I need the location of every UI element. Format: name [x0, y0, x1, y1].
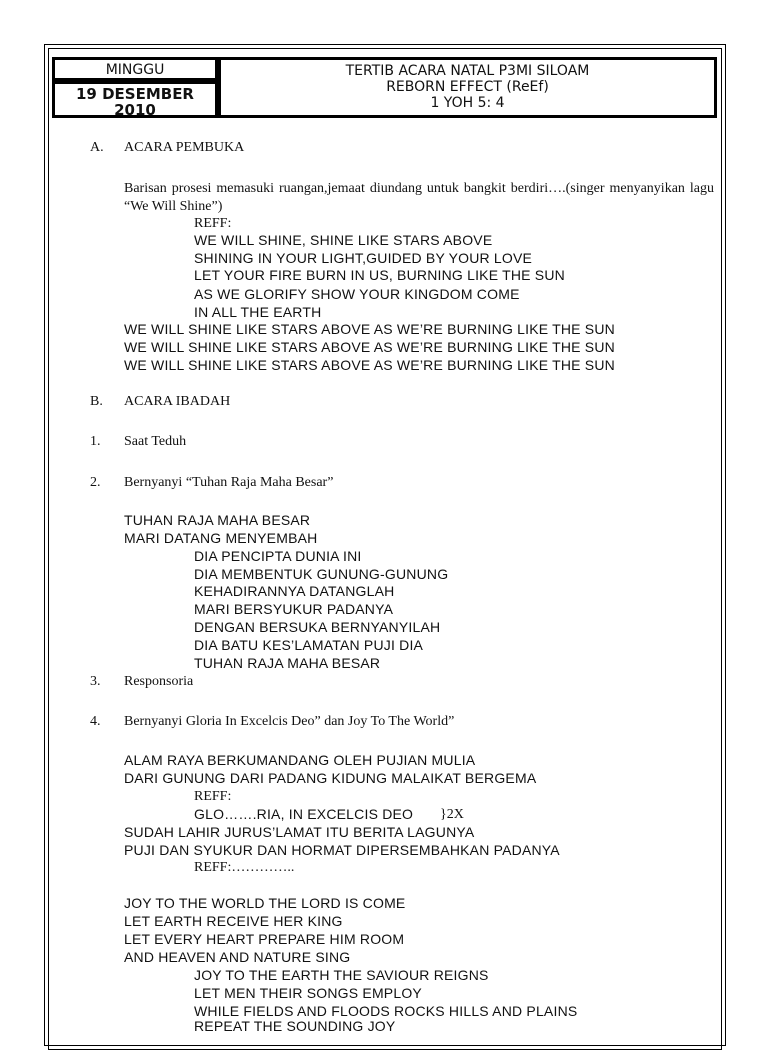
item-text: Saat Teduh	[124, 434, 187, 449]
item-text: Bernyanyi “Tuhan Raja Maha Besar”	[124, 475, 334, 490]
song-line: LET EARTH RECEIVE HER KING	[124, 913, 343, 929]
reff-label: REFF:	[194, 216, 232, 231]
date-line-1: 19 DESEMBER	[75, 85, 194, 103]
song-line: MARI BERSYUKUR PADANYA	[194, 601, 394, 617]
reff-line: AS WE GLORIFY SHOW YOUR KINGDOM COME	[194, 286, 520, 302]
day-label: MINGGU	[105, 62, 165, 78]
repeat-line: WE WILL SHINE LIKE STARS ABOVE AS WE’RE BURNING LIKE THE SUN	[124, 339, 615, 355]
song-line: REPEAT THE SOUNDING JOY	[194, 1018, 396, 1034]
song-line: JOY TO THE EARTH THE SAVIOUR REIGNS	[194, 967, 489, 983]
song-line: TUHAN RAJA MAHA BESAR	[124, 512, 311, 528]
song-line: JOY TO THE WORLD THE LORD IS COME	[124, 895, 406, 911]
item-number: 2.	[90, 475, 101, 490]
event-title-line-1: TERTIB ACARA NATAL P3MI SILOAM	[345, 63, 590, 79]
day-label-box	[52, 57, 218, 81]
reff-line: IN ALL THE EARTH	[194, 304, 322, 320]
song-line: ALAM RAYA BERKUMANDANG OLEH PUJIAN MULIA	[124, 752, 476, 768]
gloria-repeat-marker: }2X	[440, 807, 464, 822]
gloria-reff-label: REFF:	[194, 789, 232, 804]
song-line: WHILE FIELDS AND FLOODS ROCKS HILLS AND PLAINS	[194, 1003, 578, 1019]
song-line: MARI DATANG MENYEMBAH	[124, 530, 318, 546]
song-line: LET EVERY HEART PREPARE HIM ROOM	[124, 931, 405, 947]
date-line-2: 2010	[114, 101, 156, 119]
reff-line: SHINING IN YOUR LIGHT,GUIDED BY YOUR LOVE	[194, 250, 533, 266]
section-a-intro: Barisan prosesi memasuki ruangan,jemaat diundang untuk bangkit berdiri….(singer menyanyikan lagu “We Will Shine”)	[124, 181, 714, 214]
song-line: AND HEAVEN AND NATURE SING	[124, 949, 351, 965]
item-text: Bernyanyi Gloria In Excelcis Deo” dan Joy To The World”	[124, 714, 455, 729]
song-line: LET MEN THEIR SONGS EMPLOY	[194, 985, 422, 1001]
section-a-title: ACARA PEMBUKA	[124, 140, 245, 155]
song-line: DENGAN BERSUKA BERNYANYILAH	[194, 619, 441, 635]
reff-line: WE WILL SHINE, SHINE LIKE STARS ABOVE	[194, 232, 493, 248]
item-number: 1.	[90, 434, 101, 449]
repeat-line: WE WILL SHINE LIKE STARS ABOVE AS WE’RE BURNING LIKE THE SUN	[124, 357, 615, 373]
item-text: Responsoria	[124, 674, 194, 689]
section-a-marker: A.	[90, 140, 104, 155]
event-title-box	[218, 57, 717, 118]
item-number: 4.	[90, 714, 101, 729]
section-b-marker: B.	[90, 394, 103, 409]
event-title-line-3: 1 YOH 5: 4	[430, 95, 505, 111]
event-title-line-2: REBORN EFFECT (ReEf)	[386, 79, 549, 95]
gloria-chorus: GLO…….RIA, IN EXCELCIS DEO	[194, 806, 414, 822]
item-number: 3.	[90, 674, 101, 689]
song-line: KEHADIRANNYA DATANGLAH	[194, 583, 395, 599]
song-line: DIA PENCIPTA DUNIA INI	[194, 548, 362, 564]
repeat-line: WE WILL SHINE LIKE STARS ABOVE AS WE’RE BURNING LIKE THE SUN	[124, 321, 615, 337]
song-line: DIA BATU KES’LAMATAN PUJI DIA	[194, 637, 424, 653]
song-line: DIA MEMBENTUK GUNUNG-GUNUNG	[194, 566, 449, 582]
date-box	[52, 81, 218, 118]
song-line: DARI GUNUNG DARI PADANG KIDUNG MALAIKAT BERGEMA	[124, 770, 537, 786]
song-line: PUJI DAN SYUKUR DAN HORMAT DIPERSEMBAHKAN PADANYA	[124, 842, 560, 858]
song-line: TUHAN RAJA MAHA BESAR	[194, 655, 381, 671]
section-b-title: ACARA IBADAH	[124, 394, 231, 409]
gloria-reff-label: REFF:…………..	[194, 860, 295, 875]
song-line: SUDAH LAHIR JURUS’LAMAT ITU BERITA LAGUNYA	[124, 824, 475, 840]
reff-line: LET YOUR FIRE BURN IN US, BURNING LIKE THE SUN	[194, 267, 565, 283]
